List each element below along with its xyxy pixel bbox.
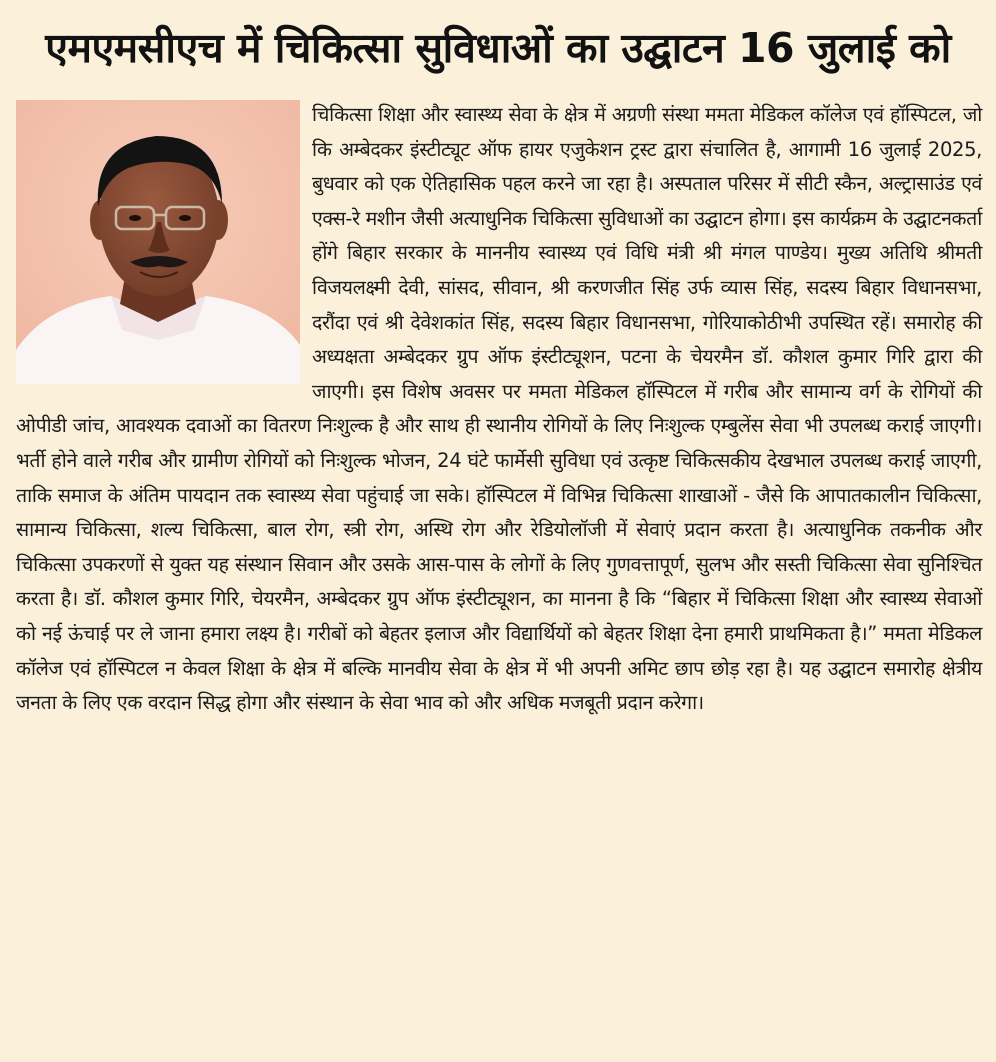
- article-body: [16, 98, 982, 721]
- headline: एमएमसीएच में चिकित्सा सुविधाओं का उद्घाटन 16 जुलाई को: [45, 24, 951, 72]
- photo-wrap-spacer: [16, 98, 312, 387]
- article-text: चिकित्सा शिक्षा और स्वास्थ्य सेवा के क्षेत्र में अग्रणी संस्था ममता मेडिकल कॉलेज एवं हॉस्पिटल, जो कि अम्बेदकर इंस्टीट्यूट ऑफ हायर एजुकेशन ट्रस्ट द्वारा संचालित है, आगामी 16 जुलाई 2025, बुधवार को एक ऐतिहासिक पहल करने जा रहा है। अस्पताल परिसर में सीटी स्कैन, अल्ट्रासाउंड एवं एक्स-रे मशीन जैसी अत्याधुनिक चिकित्सा सुविधाओं का उद्घाटन होगा। इस कार्यक्रम के उद्घाटनकर्ता होंगे बिहार सरकार के माननीय स्वास्थ्य एवं विधि मंत्री श्री मंगल पाण्डेय। मुख्य अतिथि श्रीमती विजयलक्ष्मी देवी, सांसद, सीवान, श्री करणजीत सिंह उर्फ व्यास सिंह, सदस्य बिहार विधानसभा, दरौंदा एवं श्री देवेशकांत सिंह, सदस्य बिहार विधानसभा, गोरियाकोठीभी उपस्थित रहें। समारोह की अध्यक्षता अम्बेदकर ग्रुप ऑफ इंस्टीट्यूशन, पटना के चेयरमैन डॉ. कौशल कुमार गिरि द्वारा की जाएगी। इस विशेष अवसर पर ममता मेडिकल हॉस्पिटल में गरीब और सामान्य वर्ग के रोगियों की ओपीडी जांच, आवश्यक दवाओं का वितरण निःशुल्क है और साथ ही स्थानीय रोगियों के लिए निःशुल्क एम्बुलेंस सेवा भी उपलब्ध कराई जाएगी। भर्ती होने वाले गरीब और ग्रामीण रोगियों को निःशुल्क भोजन, 24 घंटे फार्मेसी सुविधा एवं उत्कृष्ट चिकित्सकीय देखभाल उपलब्ध कराई जाएगी, ताकि समाज के अंतिम पायदान तक स्वास्थ्य सेवा पहुंचाई जा सके। हॉस्पिटल में विभिन्न चिकित्सा शाखाओं - जैसे कि आपातकालीन चिकित्सा, सामान्य चिकित्सा, शल्य चिकित्सा, बाल रोग, स्त्री रोग, अस्थि रोग और रेडियोलॉजी में सेवाएं प्रदान करता है। अत्याधुनिक तकनीक और चिकित्सा उपकरणों से युक्त यह संस्थान सिवान और उसके आस-पास के लोगों के लिए गुणवत्तापूर्ण, सुलभ और सस्ती चिकित्सा सेवा सुनिश्चित करता है। डॉ. कौशल कुमार गिरि, चेयरमैन, अम्बेदकर ग्रुप ऑफ इंस्टीट्यूशन, का मानना है कि “बिहार में चिकित्सा शिक्षा और स्वास्थ्य सेवाओं को नई ऊंचाई पर ले जाना हमारा लक्ष्य है। गरीबों को बेहतर इलाज और विद्यार्थियों को बेहतर शिक्षा देना हमारी प्राथमिकता है।” ममता मेडिकल कॉलेज एवं हॉस्पिटल न केवल शिक्षा के क्षेत्र में बल्कि मानवीय सेवा के क्षेत्र में भी अपनी अमिट छाप छोड़ रहा है। यह उद्घाटन समारोह क्षेत्रीय जनता के लिए एक वरदान सिद्ध होगा और संस्थान के सेवा भाव को और अधिक मजबूती प्रदान करेगा।: [16, 103, 982, 715]
